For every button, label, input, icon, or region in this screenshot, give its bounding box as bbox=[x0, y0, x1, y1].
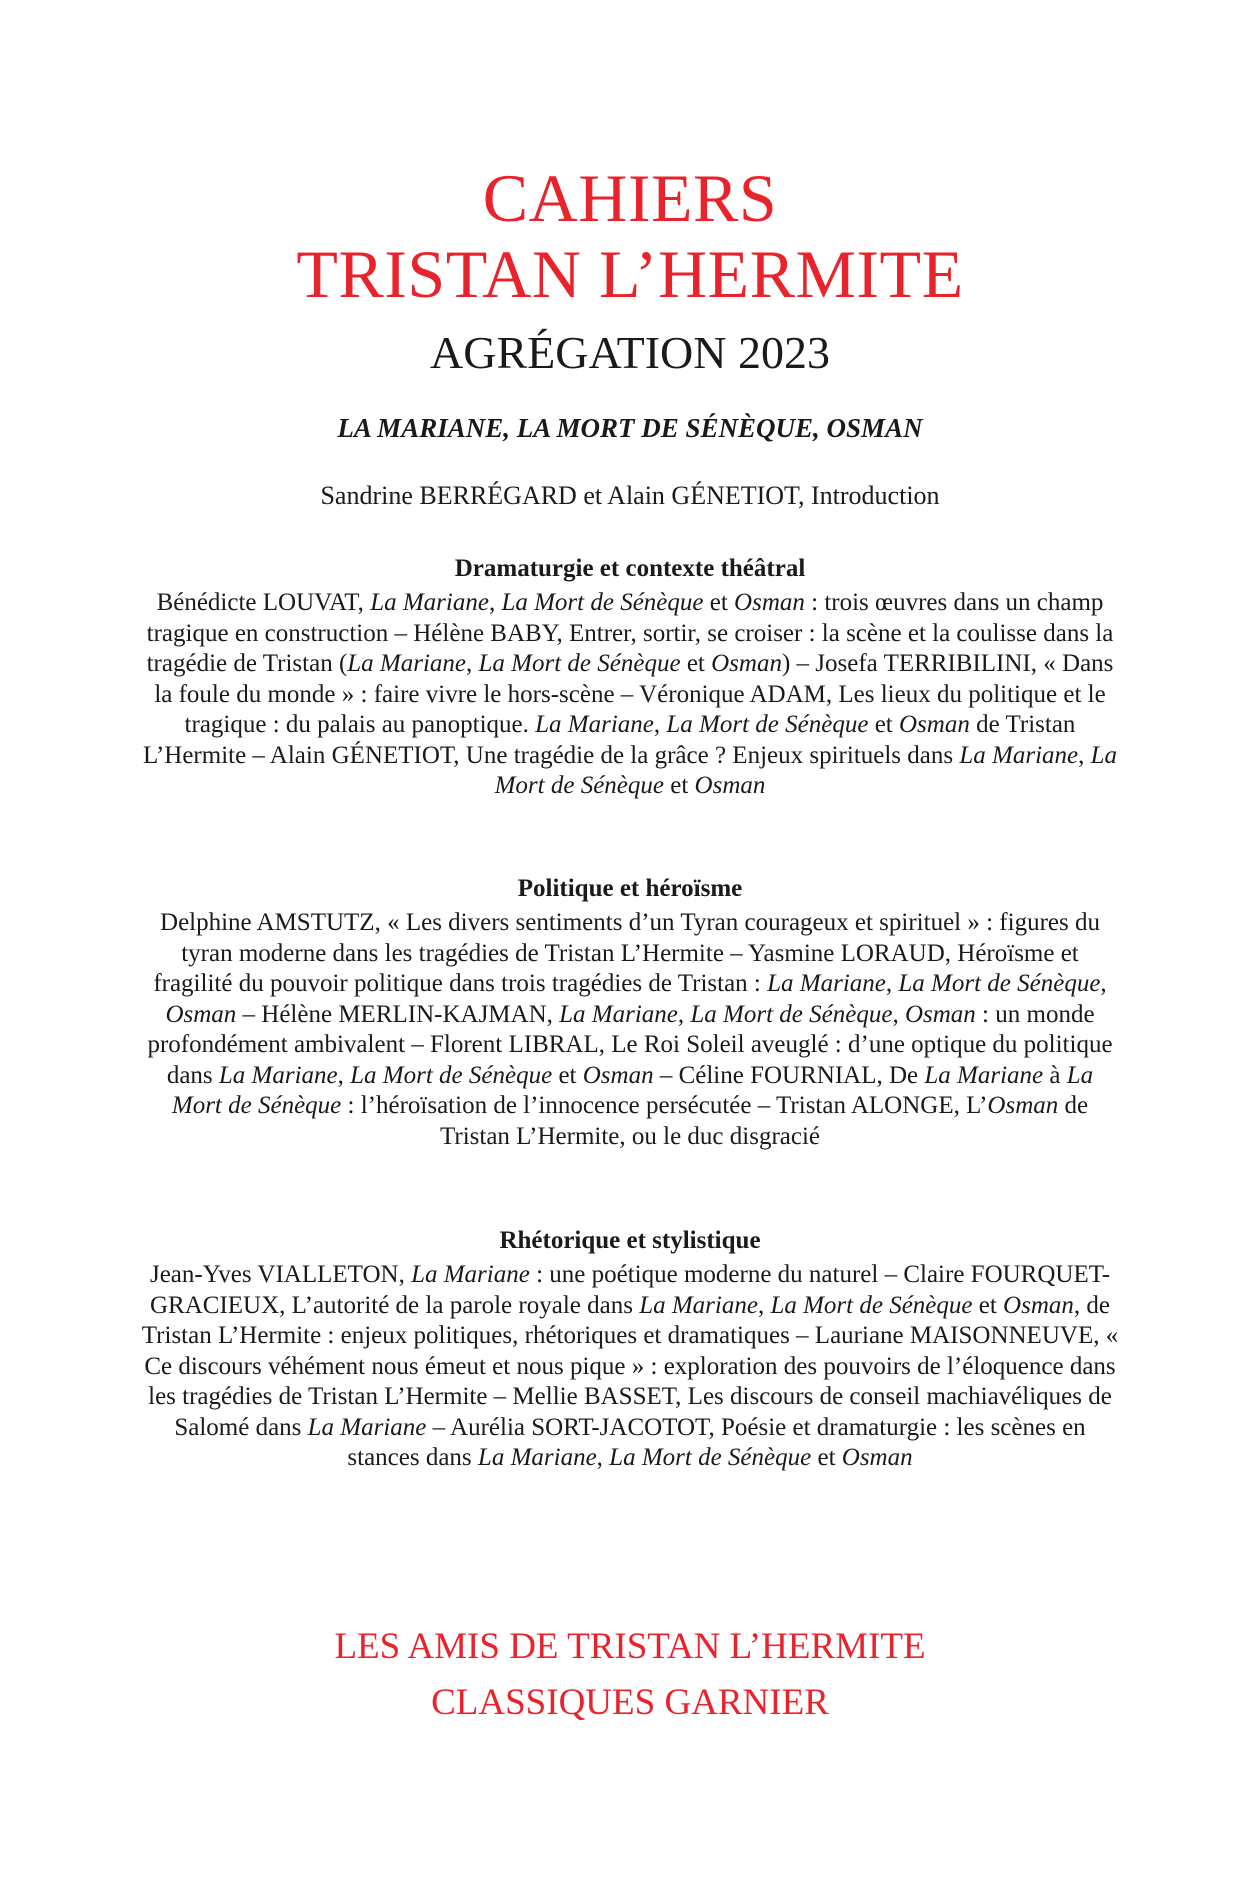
work-title: La Mort de Sénèque bbox=[501, 589, 704, 616]
work-title: Osman bbox=[734, 589, 805, 616]
work-title: La Mort de Sénèque bbox=[350, 1061, 553, 1089]
issue-subtitle: AGRÉGATION 2023 bbox=[430, 327, 830, 378]
work-title: La Mariane bbox=[959, 741, 1079, 769]
work-title: La Mariane bbox=[307, 1413, 427, 1441]
section-contents: Delphine AMSTUTZ, « Les divers sentiments d’un Tyran courageux et spirituel » : figures du tyran moderne dans les tragédies de Tristan L’Hermite – Yasmine LORAUD, Héroïsme et fragilité du pouvoir politique dans trois tragédies de Tristan : La Mariane, La Mort de Sénèque, Osman – Hélène MERLIN-KAJMAN, La Mariane, La Mort de Sénèque, Osman : un monde profondément ambivalent – Florent LIBRAL, Le Roi Soleil aveuglé : d’une optique du politique dans La Mariane, La Mort de Sénèque et Osman – Céline FOURNIAL, De La Mariane à La Mort de Sénèque : l’héroïsation de l’innocence persécutée – Tristan ALONGE, L’Osman de Tristan L’Hermite, ou le duc disgracié bbox=[147, 909, 1113, 1150]
work-title: Osman bbox=[899, 711, 970, 738]
work-title: La Mort de Sénèque bbox=[478, 650, 681, 677]
work-title: La Mort de Sénèque bbox=[609, 1444, 812, 1471]
section-rhetorique bbox=[140, 1224, 1120, 1474]
work-title: Osman bbox=[711, 650, 782, 677]
work-title: La Mort de Sénèque bbox=[690, 1000, 893, 1028]
section-dramaturgie bbox=[140, 552, 1120, 802]
work-title: La Mort de Sénèque bbox=[171, 1061, 1094, 1119]
work-title: La Mort de Sénèque bbox=[898, 970, 1101, 997]
publisher-line2: CLASSIQUES GARNIER bbox=[431, 1682, 829, 1723]
work-title: La Mort de Sénèque bbox=[666, 711, 869, 738]
work-title: La Mariane bbox=[477, 1444, 597, 1471]
work-title: La Mariane bbox=[767, 970, 886, 997]
work-title: La Mariane bbox=[924, 1061, 1044, 1089]
section-heading: Rhétorique et stylistique bbox=[499, 1227, 761, 1254]
section-heading: Dramaturgie et contexte théâtral bbox=[454, 555, 806, 582]
work-title: Osman bbox=[987, 1092, 1059, 1119]
section-contents: Bénédicte LOUVAT, La Mariane, La Mort de Sénèque et Osman : trois œuvres dans un champ tragique en construction – Hélène BABY, Entrer, sortir, se croiser : la scène et la coulisse dans la tragédie de Tristan (La Mariane, La Mort de Sénèque et Osman) – Josefa TERRIBILINI, « Dans la foule du monde » : faire vivre le hors-scène – Véronique ADAM, Les lieux du politique et le tragique : du palais au panoptique. La Mariane, La Mort de Sénèque et Osman de Tristan L’Hermite – Alain GÉNETIOT, Une tragédie de la grâce ? Enjeux spirituels dans La Mariane, La Mort de Sénèque et Osman bbox=[142, 589, 1118, 799]
work-title: La Mariane bbox=[559, 1000, 678, 1028]
work-title: La Mort de Sénèque bbox=[494, 741, 1118, 799]
work-title: La Mariane bbox=[535, 711, 654, 738]
work-title: Osman bbox=[694, 772, 766, 799]
work-title: Osman bbox=[1003, 1291, 1074, 1319]
introduction-line: Sandrine BERRÉGARD et Alain GÉNETIOT, Introduction bbox=[320, 481, 940, 510]
work-title: La Mort de Sénèque bbox=[770, 1291, 973, 1319]
journal-title-line2: TRISTAN L’HERMITE bbox=[296, 236, 964, 312]
section-contents: Jean-Yves VIALLETON, La Mariane : une poétique moderne du naturel – Claire FOURQUET-GRACIEUX, L’autorité de la parole royale dans La Mariane, La Mort de Sénèque et Osman, de Tristan L’Hermite : enjeux politiques, rhétoriques et dramatiques – Lauriane MAISONNEUVE, « Ce discours véhément nous émeut et nous pique » : exploration des pouvoirs de l’éloquence dans les tragédies de Tristan L’Hermite – Mellie BASSET, Les discours de conseil machiavéliques de Salomé dans La Mariane – Aurélia SORT-JACOTOT, Poésie et dramaturgie : les scènes en stances dans La Mariane, La Mort de Sénèque et Osman bbox=[141, 1261, 1119, 1471]
work-title: La Mariane bbox=[411, 1261, 530, 1288]
section-politique bbox=[140, 872, 1120, 1152]
work-title: La Mariane bbox=[218, 1061, 338, 1089]
work-title: Osman bbox=[165, 1000, 237, 1028]
work-title: La Mariane bbox=[347, 650, 467, 677]
works-studied: LA MARIANE, LA MORT DE SÉNÈQUE, OSMAN bbox=[337, 413, 923, 443]
work-title: La Mariane bbox=[370, 589, 489, 616]
section-heading: Politique et héroïsme bbox=[517, 875, 743, 902]
journal-title-line1: CAHIERS bbox=[482, 160, 778, 236]
work-title: Osman bbox=[582, 1061, 654, 1089]
work-title: Osman bbox=[904, 1000, 976, 1028]
work-title: Osman bbox=[841, 1444, 913, 1471]
work-title: La Mariane bbox=[639, 1291, 758, 1319]
publisher-line1: LES AMIS DE TRISTAN L’HERMITE bbox=[334, 1626, 926, 1667]
